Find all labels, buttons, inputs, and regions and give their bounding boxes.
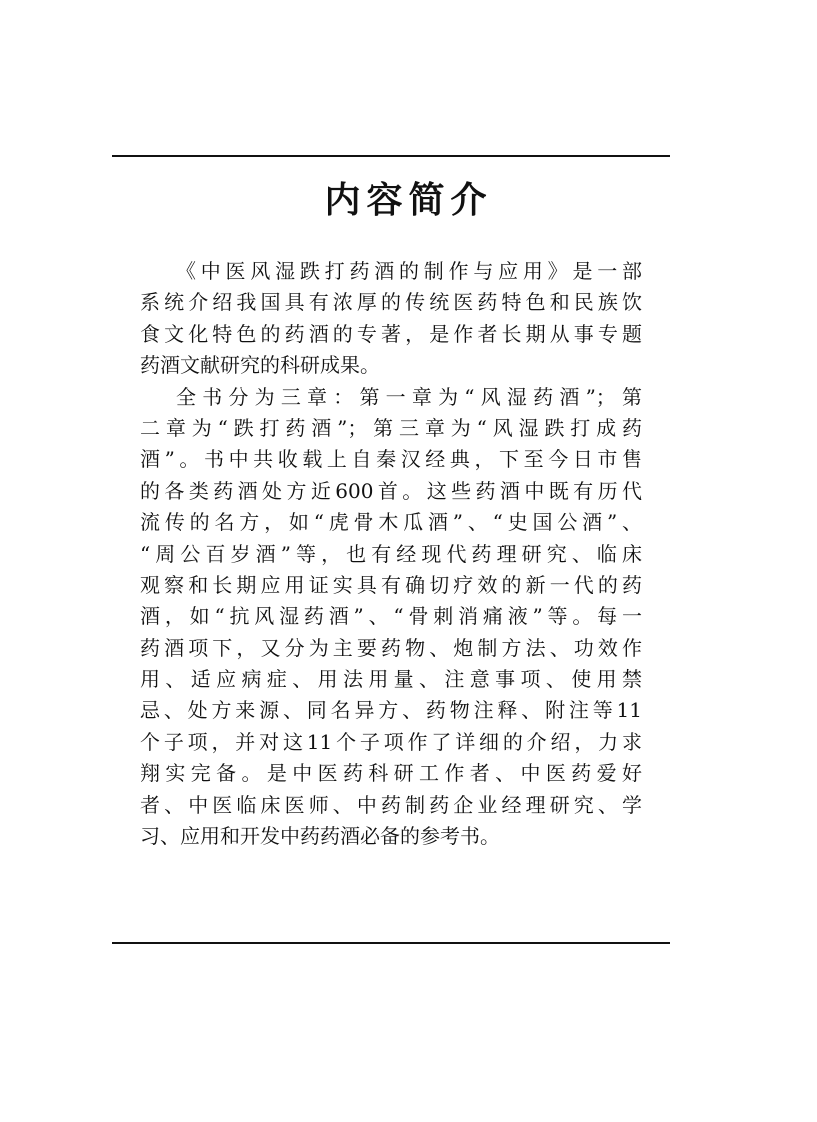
bottom-rule [112, 942, 670, 944]
paragraph-2-line: 个子项，并对这11个子项作了详细的介绍，力求 [140, 729, 642, 754]
paragraph-2-line: 流传的名方，如“虎骨木瓜酒”、“史国公酒”、 [140, 510, 642, 535]
paragraph-1-line: 药酒文献研究的科研成果。 [140, 353, 380, 378]
intro-text [140, 256, 642, 852]
paragraph-2-line: 用、适应病症、用法用量、注意事项、使用禁 [140, 667, 642, 692]
paragraph-2-line: 全书分为三章：第一章为“风湿药酒”；第 [176, 384, 642, 409]
paragraph-2-line: 忌、处方来源、同名异方、药物注释、附注等11 [140, 698, 642, 723]
paragraph-2-line: 观察和长期应用证实具有确切疗效的新一代的药 [140, 572, 642, 597]
paragraph-2-line: 二章为“跌打药酒”；第三章为“风湿跌打成药 [140, 415, 642, 440]
paragraph-2-line: 酒，如“抗风湿药酒”、“骨刺消痛液”等。每一 [140, 604, 642, 629]
paragraph-2-line: 者、中医临床医师、中药制药企业经理研究、学 [140, 792, 642, 817]
paragraph-2-line: 药酒项下，又分为主要药物、炮制方法、功效作 [140, 635, 642, 660]
paragraph-2-line: 的各类药酒处方近600首。这些药酒中既有历代 [140, 478, 642, 503]
top-rule [112, 155, 670, 157]
paragraph-2-line: “周公百岁酒”等，也有经现代药理研究、临床 [140, 541, 642, 566]
paragraph-1-line: 系统介绍我国具有浓厚的传统医药特色和民族饮 [140, 290, 642, 315]
paragraph-1-line: 食文化特色的药酒的专著，是作者长期从事专题 [140, 321, 642, 346]
paragraph-2-line: 酒”。书中共收载上自秦汉经典，下至今日市售 [140, 447, 642, 472]
page-title: 内容简介 [324, 180, 493, 221]
paragraph-2-line: 习、应用和开发中药药酒必备的参考书。 [140, 824, 500, 849]
paragraph-1-line: 《中医风湿跌打药酒的制作与应用》是一部 [176, 259, 642, 283]
paragraph-2-line: 翔实完备。是中医药科研工作者、中医药爱好 [140, 761, 642, 786]
